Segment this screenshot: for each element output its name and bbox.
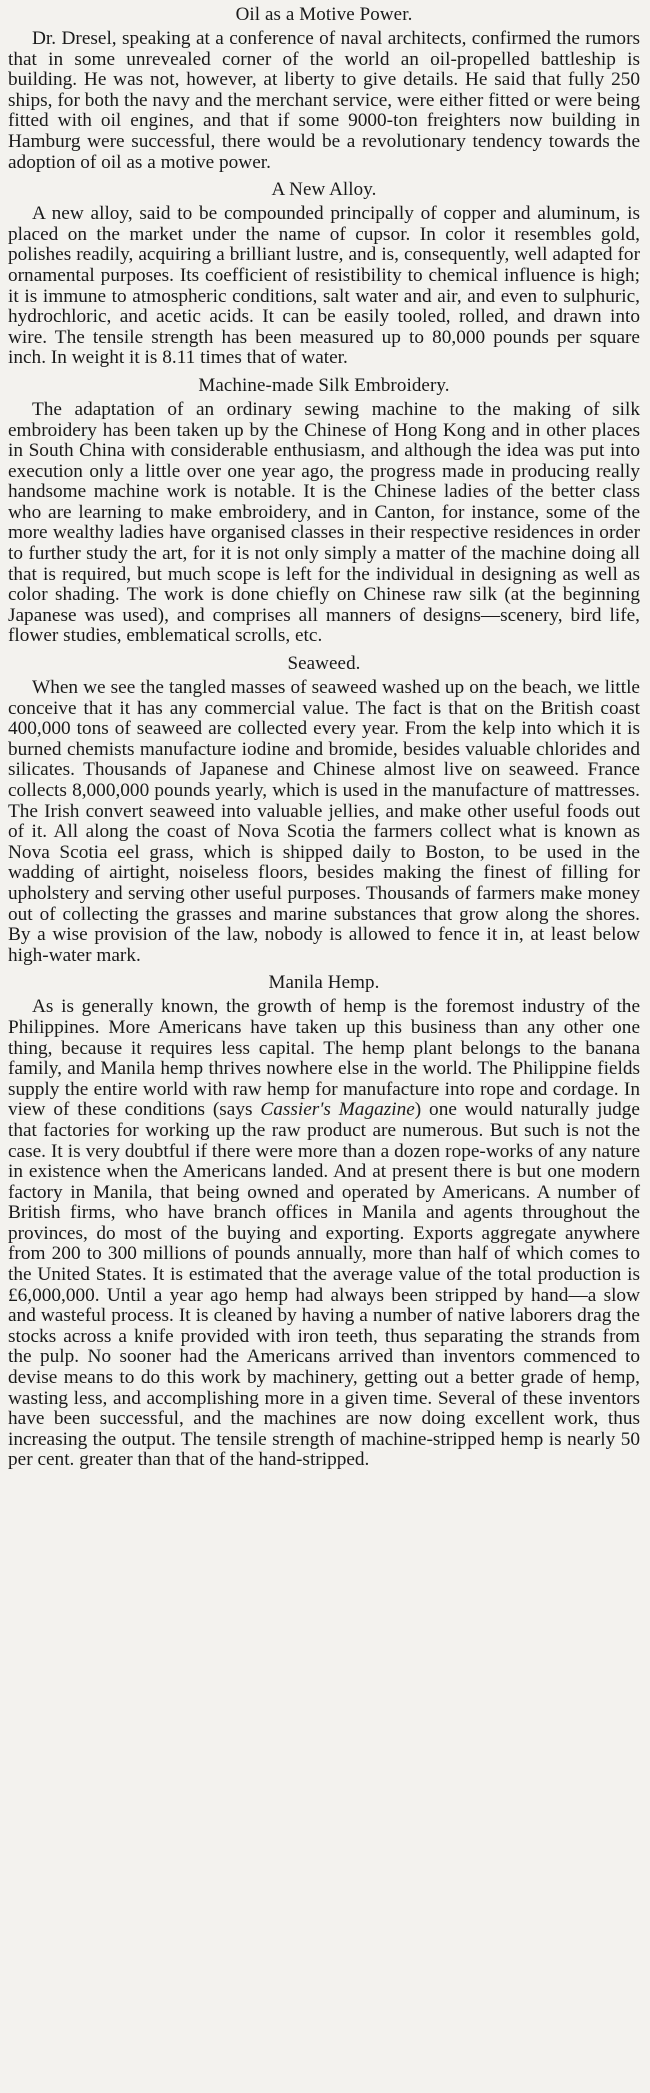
- article-silk-embroidery: [8, 375, 640, 647]
- article-body: The adaptation of an ordinary sewing machine to the making of silk embroidery has been taken up by the Chinese of Hong Kong and in other places in South China with considerable enthusiasm, and although the idea was put into execution only a little over one year ago, the progress made in producing really handsome machine work is notable. It is the Chinese ladies of the better class who are learning to make embroidery, and in Canton, for instance, some of the more wealthy ladies have organised classes in their respective residences in order to further study the art, for it is not only simply a matter of the machine doing all that is required, but much scope is left for the individual in designing as well as color shading. The work is done chiefly on Chinese raw silk (at the beginning Japanese was used), and comprises all manners of designs—scenery, bird life, flower studies, emblematical scrolls, etc.: [8, 398, 640, 647]
- article-manila-hemp: [8, 972, 640, 1471]
- article-heading: Seaweed.: [287, 653, 361, 675]
- article-body: A new alloy, said to be compounded principally of copper and aluminum, is placed on the market under the name of cupsor. In color it resembles gold, polishes readily, acquiring a brilliant lustre, and is, consequently, well adapted for ornamental purposes. Its coefficient of resistibility to chemical influence is high; it is immune to atmospheric conditions, salt water and air, and even to sulphuric, hydrochloric, and acetic acids. It can be easily tooled, rolled, and drawn into wire. The tensile strength has been measured up to 80,000 pounds per square inch. In weight it is 8.11 times that of water.: [8, 203, 640, 369]
- magazine-title: Cassier's Magazine: [260, 1099, 415, 1121]
- article-oil-motive-power: [8, 4, 640, 173]
- article-body: When we see the tangled masses of seaweed washed up on the beach, we little conceive that it has any commercial value. The fact is that on the British coast 400,000 tons of seaweed are collected every year. From the kelp into which it is burned chemists manufacture iodine and bromide, besides valuable chlorides and silicates. Thousands of Japanese and Chinese almost live on seaweed. France collects 8,000,000 pounds yearly, which is used in the manufacture of mattresses. The Irish convert seaweed into valuable jellies, and make other useful foods out of it. All along the coast of Nova Scotia the farmers collect what is known as Nova Scotia eel grass, which is shipped daily to Boston, to be used in the wadding of airtight, noiseless floors, besides making the finest of filling for upholstery and serving other useful purposes. Thousands of farmers make money out of collecting the grasses and marine substances that grow along the shores. By a wise provision of the law, nobody is allowed to fence it in, at least below high-water mark.: [8, 677, 640, 966]
- article-heading: Manila Hemp.: [268, 972, 380, 994]
- article-body-part-2: ) one would naturally judge that factories for working up the raw product are numerous. But such is not the case. It is very doubtful if there were more than a dozen rope-works of any nature in existence when the Americans landed. And at present there is but one modern factory in Manila, that being owned and operated by Americans. A number of British firms, who have branch offices in Manila and agents throughout the provinces, do most of the buying and exporting. Exports aggregate anywhere from 200 to 300 millions of pounds annually, more than half of which comes to the United States. It is estimated that the average value of the total production is £6,000,000. Until a year ago hemp had always been stripped by hand—a slow and wasteful process. It is cleaned by having a number of native laborers drag the stocks across a knife provided with iron teeth, thus separating the strands from the pulp. No sooner had the Americans arrived than inventors commenced to devise means to do this work by machinery, getting out a better grade of hemp, wasting less, and accomplishing more in a given time. Several of these inventors have been successful, and the machines are now doing excellent work, thus increasing the output. The tensile strength of machine-stripped hemp is nearly 50 per cent. greater than that of the hand-stripped.: [8, 1099, 640, 1471]
- article-heading: Oil as a Motive Power.: [235, 4, 413, 25]
- article-body: [8, 997, 640, 1471]
- article-seaweed: [8, 653, 640, 966]
- article-heading: A New Alloy.: [271, 179, 377, 201]
- article-new-alloy: [8, 179, 640, 369]
- article-body-part-1: As is generally known, the growth of hemp is the foremost industry of the Philippines. More Americans have taken up this business than any other one thing, because it requires less capital. The hemp plant belongs to the banana family, and Manila hemp thrives nowhere else in the world. The Philippine fields supply the entire world with raw hemp for manufacture into rope and cordage. In view of these conditions (says: [8, 996, 640, 1121]
- article-body: Dr. Dresel, speaking at a conference of naval architects, confirmed the rumors that in some unrevealed corner of the world an oil-propelled battleship is building. He was not, however, at liberty to give details. He said that fully 250 ships, for both the navy and the merchant service, were either fitted or were being fitted with oil engines, and that if some 9000-ton freighters now building in Hamburg were successful, there would be a revolutionary tendency towards the adoption of oil as a motive power.: [8, 28, 640, 173]
- article-heading: Machine-made Silk Embroidery.: [198, 374, 450, 396]
